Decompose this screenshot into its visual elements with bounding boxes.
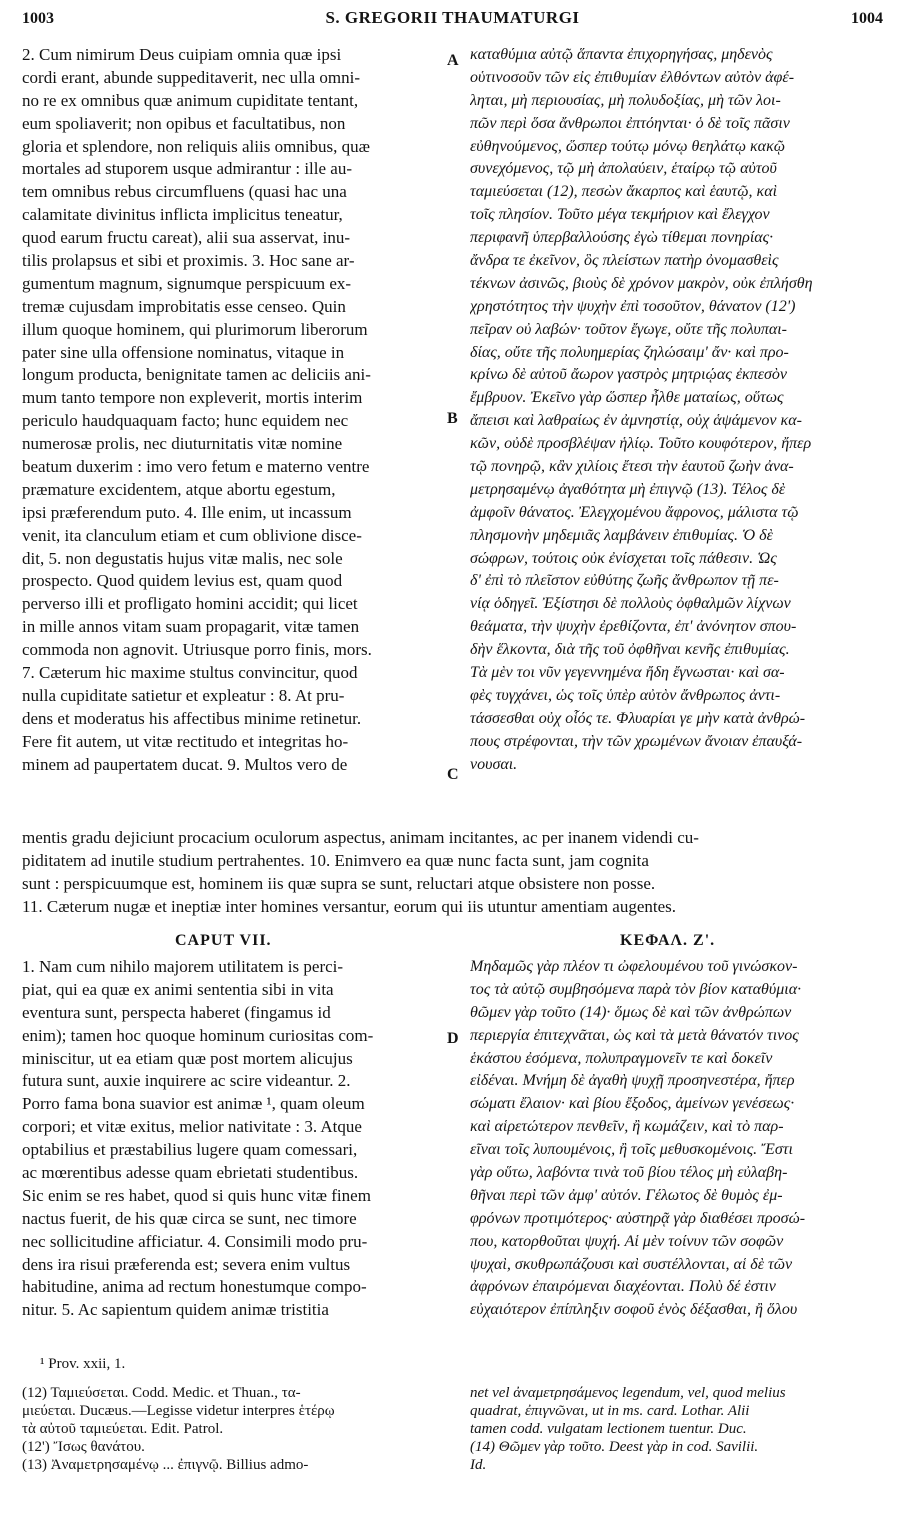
text-line: (12) Ταμιεύσεται. Codd. Medic. et Thuan., τα- [22,1385,301,1401]
text-line: beatum duxerim : imo vero fetum e materno ventre [22,457,370,477]
running-title: S. GREGORII THAUMATURGI [325,8,580,27]
text-line: mortales ad stuporem usque admirantur : ille au- [22,159,352,179]
text-line: δ' ἐπὶ τὸ πλεῖστον εὐθύτης ζωῆς ἄνθρωπον τῇ πε- [470,572,779,590]
text-line: corpori; et vitæ exitus, melior nativitate : 3. Atque [22,1117,362,1137]
text-line: quod earum fructu careat), alii sua asservat, inu- [22,228,351,248]
text-line: gumentum magnum, signumque perspicuum ex- [22,273,352,293]
text-line: no re ex omnibus quæ animum cupiditate tentant, [22,90,359,110]
notes-right [470,1384,884,1474]
text-line: φρόνων προτιμότερος· αὐστηρᾷ γὰρ διαθέσει προσώ- [470,1209,806,1227]
text-line: futura sunt, auxie inquirere ac scire videantur. 2. [22,1071,351,1091]
text-line: in mille annos vitam suam propagarit, vitæ tamen [22,617,360,637]
latin-column-top [22,44,442,777]
text-line: περιεργία ἐπιτεχνᾶται, ὡς καὶ τὰ μετὰ θάνατόν τινος [470,1026,799,1044]
text-line: ληται, μὴ περιουσίας, μὴ πολυδοξίας, μὴ τῶν λοι- [470,91,781,109]
text-line: κῶν, οὐδὲ προσβλέψαν ἡλίῳ. Τοῦτο κουφότερον, ἤπερ [470,435,812,453]
text-line: ἔμβρυον. Ἐκεῖνο γὰρ ὥσπερ ἦλθε ματαίως, οὕτως [470,389,784,407]
text-line: ἀφρόνων ἐπαιρόμεναι διαχέονται. Πολὺ δέ ἐστιν [470,1278,776,1296]
notes-left [22,1384,442,1474]
text-line: εὐθηνούμενος, ὥσπερ τούτῳ μόνῳ θεηλάτῳ κακῷ [470,137,786,155]
text-line: σώφρων, τούτοις οὐκ ἐνίσχεται τοῖς πάθεσιν. Ὡς [470,549,777,567]
text-line: τὰ αὐτοῦ ταμιεύεται. Edit. Patrol. [22,1421,224,1437]
text-line: δίας, οὔτε τῆς πολυημερίας ζηλώσαιμ' ἄν· καὶ προ- [470,343,789,361]
latin-column-bottom [22,956,442,1322]
text-line: καὶ αἱρετώτερον πενθεῖν, ἢ κωμάζειν, καὶ τὸ παρ- [470,1118,784,1136]
text-line: sunt : perspicuumque est, hominem iis quæ supra se sunt, reluctari atque obsistere non posse. [22,873,656,893]
margin-letter-c: C [447,766,459,783]
text-line: σώματι ἔλαιον· καὶ βίου ἔξοδος, ἀμείνων γενέσεως· [470,1095,795,1113]
text-line: οὑτινοσοῦν τῶν εἰς ἐπιθυμίαν ἐλθόντων αὐτὸν ἀφέ- [470,68,795,86]
text-line: tem omnibus rebus circumfluens (quasi hac una [22,182,347,202]
text-line: γὰρ οὕτω, λαβόντα τινὰ τοῦ βίου τέλος μὴ εὐλαβη- [470,1164,788,1182]
text-line: τος τὰ αὐτῷ συμβησόμενα παρὰ τὸν βίον καταθύμια· [470,980,802,998]
text-line: (13) Ἀναμετρησαμένῳ ... ἐπιγνῷ. Billius admo- [22,1457,309,1473]
caput-heading-greek: ΚΕΦΑΛ. Ζ'. [620,932,716,949]
text-line: περιφανῆ ὑπερβαλλούσης ἐγὼ τίθεμαι πονηρίας· [470,229,774,247]
text-line: πους στρέφονται, τὴν τῶν χρωμένων ἄνοιαν ἐπαυξά- [470,732,803,750]
text-line: τέκνων ἀσινῶς, βιοὺς δὲ χρόνον μακρὸν, οὐκ ἐπλήσθη [470,274,813,292]
text-line: minem ad paupertatem ducat. 9. Multos vero de [22,754,348,774]
text-line: 7. Cæterum hic maxime stultus convincitur, quod [22,663,358,683]
text-line: κρίνω δὲ αὐτοῦ ἄωρον γαστρὸς μητριῴας ἐκπεσὸν [470,366,788,384]
text-line: Id. [470,1457,487,1473]
text-line: net vel ἀναμετρησάμενος legendum, vel, quod melius [470,1385,786,1401]
greek-column-bottom [470,956,884,1322]
text-line: ἄπεισι καὶ λαθραίως ἐν ἀμνηστίᾳ, οὐχ ἁψάμενον κα- [470,412,802,430]
text-line: periculo haudquaquam facto; hunc equidem nec [22,411,349,431]
text-line: tilis prolapsus et sibi et proximis. 3. Hoc sane ar- [22,251,355,271]
text-line: longum producta, benignitate tamen ac deliciis ani- [22,365,371,385]
text-line: εἰδέναι. Μνήμη δὲ ἀγαθὴ ψυχῇ προσηνεστέρα, ἤπερ [470,1072,795,1090]
text-line: (14) Θῶμεν γὰρ τοῦτο. Deest γὰρ in cod. Savilii. [470,1439,759,1455]
margin-letter-a: A [447,52,459,69]
text-line: perverso illi et profligato homini accidit; qui licet [22,594,358,614]
text-line: eum spoliaverit; non opibus et facultatibus, non [22,113,346,133]
text-line: habitudine, anima ad rectum honestumque compo- [22,1277,367,1297]
text-line: dit, 5. non degustatis hujus vitæ malis, nec sole [22,548,343,568]
text-line: optabilius et præstabilius lugere quam comessari, [22,1140,358,1160]
text-line: που, κατορθοῦται ψυχή. Αἱ μὲν τοίνυν τῶν σοφῶν [470,1232,784,1250]
text-line: pater sine ulla offensione nominatus, vitaque in [22,342,345,362]
text-line: Porro fama bona suavior est animæ ¹, quam oleum [22,1094,365,1114]
text-line: quadrat, ἐπιγνῶναι, ut in ms. card. Lothar. Alii [470,1403,750,1419]
text-line: θεάματα, τὴν ψυχὴν ἐρεθίζοντα, ἐπ' ἀνόνητον σπου- [470,618,797,636]
text-line: calamitate divinitus inflicta implicitus teneatur, [22,205,343,225]
text-line: dens ira risui præferenda est; severa enim vultus [22,1254,351,1274]
text-line: μιεύεται. Ducæus.—Legisse videtur interpres ἑτέρῳ [22,1403,335,1419]
footnote-prov: ¹ Prov. xxii, 1. [40,1356,126,1372]
text-line: συνεχόμενος, τῷ μὴ ἀπολαύειν, ἑταίρῳ τῷ αὐτοῦ [470,160,777,178]
text-line: nitur. 5. Ac sapientum quidem animæ tristitia [22,1300,329,1320]
text-line: πεῖραν οὐ λαβών· τοῦτον ἔγωγε, οὔτε τῆς πολυπαι- [470,320,787,338]
text-line: gloria et splendore, non reliquis aliis omnibus, quæ [22,136,370,156]
text-line: Fere fit autem, ut vitæ rectitudo et integritas ho- [22,731,349,751]
text-line: ἑκάστου ἐσόμενα, πολυπραγμονεῖν τε καὶ δοκεῖν [470,1049,773,1067]
text-line: præmature excidentem, atque abortu egestum, [22,479,336,499]
latin-full-width-continuation [22,827,884,919]
text-line: ipsi præferendum puto. 4. Ille enim, ut incassum [22,502,352,522]
text-line: ψυχαὶ, σκυθρωπάζουσι καὶ συστέλλονται, αἱ δὲ τῶν [470,1255,793,1273]
right-column-number: 1004 [851,10,883,27]
text-line: πῶν περὶ ὅσα ἄνθρωποι ἐπτόηνται· ὁ δὲ τοῖς πᾶσιν [470,114,790,132]
text-line: 1. Nam cum nihilo majorem utilitatem is perci- [22,957,344,976]
text-line: nulla cupiditate satietur et expleatur : 8. At pru- [22,685,345,705]
text-line: enim); tamen hoc quoque hominum curiositas com- [22,1025,374,1045]
text-line: εὐχαιότερον ἐπίπληξιν σοφοῦ ἑνὸς δέξασθαι, ἢ ὅλου [470,1301,798,1319]
text-line: mum tanto tempore non expleverit, mortis interim [22,388,363,408]
text-line: ἄνδρα τε ἐκεῖνον, ὃς πλείστων πατὴρ ὀνομασθεὶς [470,252,779,270]
text-line: piditatem ad inutile studium pertrahentes. 10. Enimvero ea quæ nunc facta sunt, jam cognita [22,850,649,870]
text-line: tamen codd. vulgatam lectionem tuentur. Duc. [470,1421,747,1437]
text-line: τάσσεσθαι οὐχ οἷός τε. Φλυαρίαι γε μὴν κατὰ ἀνθρώ- [470,709,806,727]
text-line: τοῖς πλησίον. Τοῦτο μέγα τεκμήριον καὶ ἔλεγχον [470,206,770,224]
text-line: nactus fuerit, de his quæ circa se sunt, nec timore [22,1208,357,1228]
text-line: Μηδαμῶς γὰρ πλέον τι ὠφελουμένου τοῦ γινώσκον- [470,958,798,975]
text-line: 2. Cum nimirum Deus cuipiam omnia quæ ipsi [22,45,342,64]
text-line: ταμιεύσεται (12), πεσὼν ἄκαρπος καὶ ἑαυτῷ, καὶ [470,183,778,201]
text-line: χρηστότητος τὴν ψυχὴν ἐπὶ τοσοῦτον, θάνατον (12') [470,297,796,315]
text-line: θῶμεν γὰρ τοῦτο (14)· ὅμως δὲ καὶ τῶν ἀνθρώπων [470,1003,792,1021]
text-line: Τὰ μὲν τοι νῦν γεγεννημένα ἤδη ἔγνωσται· καὶ σα- [470,664,785,682]
text-line: Sic enim se res habet, quod si quis hunc vitæ finem [22,1185,371,1205]
text-line: δὴν ἕλκοντα, διὰ τῆς τοῦ ὀφθῆναι κενῆς ἐπιθυμίας. [470,641,790,659]
text-line: dens et moderatus his affectibus minime retinetur. [22,708,362,728]
text-line: piat, qui ea quæ ex animi sententia sibi in vita [22,979,334,999]
text-line: mentis gradu dejiciunt procacium oculorum aspectus, animam incitantes, ac per inanem videndi cu- [22,828,699,847]
margin-letter-d: D [447,1030,459,1047]
text-line: (12') Ἴσως θανάτου. [22,1439,145,1455]
text-line: 11. Cæterum nugæ et ineptiæ inter homines versantur, eorum qui iis utuntur amentiam augentes. [22,896,677,916]
text-line: πλησμονὴν μηδεμιᾶς λαμβάνειν ἐπιθυμίας. Ὁ δὲ [470,526,773,544]
text-line: ac mœrentibus adesse quam ebrietati studentibus. [22,1163,359,1183]
text-line: illum quoque hominem, qui plurimorum liberorum [22,319,368,339]
text-line: μετρησαμένῳ ἀγαθότητα μὴ ἐπιγνῷ (13). Τέλος δὲ [470,480,786,498]
text-line: nec sollicitudine afficiatur. 4. Consimili modo pru- [22,1231,368,1251]
caput-heading-latin: CAPUT VII. [175,932,272,949]
text-line: εῖναι τοῖς λυπουμένοις, ἢ τοῖς μεθυσκομένοις. Ἔστι [470,1141,793,1159]
text-line: νίᾳ ὁδηγεῖ. Ἐξίστησι δὲ πολλοὺς ὀφθαλμῶν λίχνων [470,595,791,613]
left-column-number: 1003 [22,10,54,27]
text-line: νουσαι. [470,755,518,773]
text-line: τῷ πονηρῷ, κἂν χιλίοις ἔτεσι τὴν ἑαυτοῦ ζωὴν ἀνα- [470,458,794,476]
greek-column-top [470,44,884,777]
text-line: numerosæ prolis, nec diuturnitatis vitæ nomine [22,434,343,454]
text-line: commoda non agnovit. Utriusque porro finis, mors. [22,640,372,660]
text-line: θῆναι περὶ τῶν ἀμφ' αὐτόν. Γέλωτος δὲ θυμὸς ἐμ- [470,1186,783,1204]
text-line: cordi erant, abunde suppeditaverit, nec ulla omni- [22,67,360,87]
text-line: miniscitur, ut ea etiam quæ post mortem alicujus [22,1048,353,1068]
text-line: φὲς τυγχάνει, ὡς τοῖς ὑπὲρ αὐτὸν ἄνθρωπος ἀντι- [470,686,781,704]
text-line: venit, ita clanculum etiam et cum oblivione disce- [22,525,362,545]
text-line: prospecto. Quod quidem levius est, quam quod [22,571,343,591]
text-line: καταθύμια αὐτῷ ἅπαντα ἐπιχορηγήσας, μηδενὸς [470,46,773,63]
margin-letter-b: B [447,410,458,427]
text-line: ἀμφοῖν θάνατος. Ἐλεγχομένου ἄφρονος, μάλιστα τῷ [470,503,799,521]
text-line: eventura sunt, perspecta haberet (fingamus id [22,1002,331,1022]
text-line: tremæ cujusdam improbitatis esse censeo. Quin [22,296,346,316]
running-header [22,6,883,32]
